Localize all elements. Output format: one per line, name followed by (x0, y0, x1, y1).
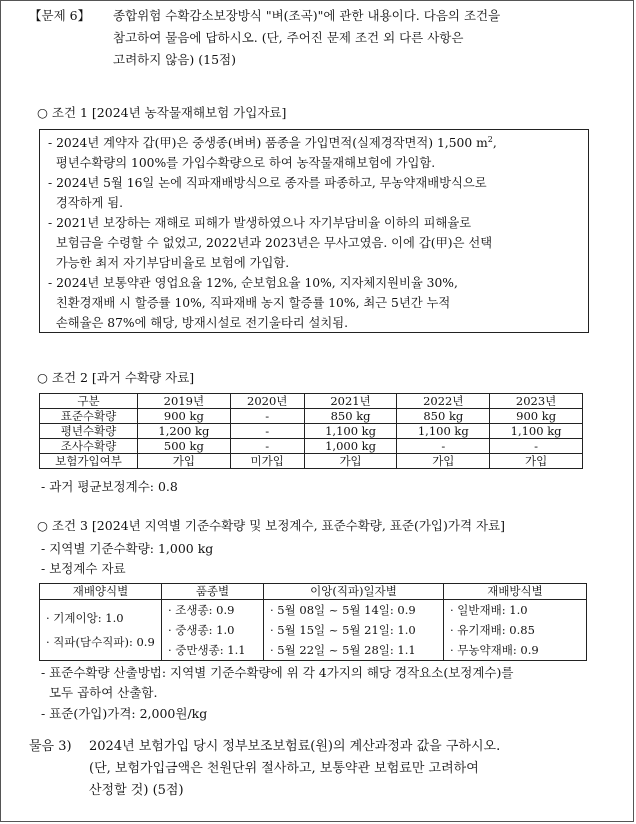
table-row (40, 439, 583, 454)
table-cell: 900 kg (490, 409, 583, 424)
condition-1-line: - 2021년 보장하는 재해로 피해가 발생하였으나 자기부담비율 이하의 피해율로 (48, 216, 472, 230)
correction-factor-table (39, 583, 587, 661)
table-header-cell: 2023년 (490, 394, 583, 409)
table-cell: 가입 (397, 454, 490, 469)
condition-1-line: 손해율은 87%에 해당, 방재시설로 전기울타리 설치됨. (48, 316, 349, 330)
table-cell: 500 kg (138, 439, 231, 454)
table-cell: 평년수확량 (40, 424, 138, 439)
table-cell: 미가입 (230, 454, 304, 469)
table-cell: 표준수확량 (40, 409, 138, 424)
list-item: · 5월 15일 ~ 5월 21일: 1.0 (270, 623, 416, 637)
sub-question-line-2: (단, 보험가입금액은 천원단위 절사하고, 보통약관 보험료만 고려하여 (89, 761, 479, 776)
table-cell: 1,200 kg (138, 424, 231, 439)
table-cell (162, 600, 264, 661)
table-cell (264, 600, 444, 661)
table-header-cell: 2022년 (397, 394, 490, 409)
table-row (40, 409, 583, 424)
condition-1-line: 경작하게 됨. (48, 196, 124, 210)
table-header-cell: 재배방식별 (444, 584, 587, 600)
table-cell: 조사수확량 (40, 439, 138, 454)
table-cell: 1,000 kg (304, 439, 397, 454)
sub-question-line-3: 산정할 것) (5점) (89, 783, 184, 798)
question-line-3: 고려하지 않음) (15점) (113, 52, 237, 67)
sub-question-label: 물음 3) (29, 739, 72, 754)
question-line-1: 종합위험 수확감소보장방식 "벼(조곡)"에 관한 내용이다. 다음의 조건을 (113, 8, 501, 23)
table-header-cell: 2021년 (304, 394, 397, 409)
table-row (40, 424, 583, 439)
sub-question (29, 736, 625, 806)
condition-1-title: ○ 조건 1 [2024년 농작물재해보험 가입자료] (37, 105, 287, 120)
list-item: · 5월 22일 ~ 5월 28일: 1.1 (270, 643, 416, 657)
table-cell: 보험가입여부 (40, 454, 138, 469)
list-item: · 무농약재배: 0.9 (450, 643, 539, 657)
table-cell: 가입 (304, 454, 397, 469)
list-item: · 조생종: 0.9 (168, 603, 235, 617)
list-item: · 중만생종: 1.1 (168, 643, 246, 657)
condition-2-title: ○ 조건 2 [과거 수확량 자료] (37, 370, 195, 385)
list-item: · 중생종: 1.0 (168, 623, 235, 637)
sub-question-line-1: 2024년 보험가입 당시 정부보조보험료(원)의 계산과정과 값을 구하시오. (89, 739, 501, 754)
table-cell (444, 600, 587, 661)
table-header-cell: 구분 (40, 394, 138, 409)
condition-1-line: 보험금을 수령할 수 없었고, 2022년과 2023년은 무사고였음. 이에 갑(甲)은 선택 (48, 236, 493, 250)
question-header (29, 5, 619, 75)
table-header-row (40, 394, 583, 409)
condition-3-title: ○ 조건 3 [2024년 지역별 기준수확량 및 보정계수, 표준수확량, 표준(가입)가격 자료] (37, 518, 506, 533)
table-cell: 1,100 kg (304, 424, 397, 439)
table-cell: - (230, 439, 304, 454)
table-cell: - (230, 409, 304, 424)
table-cell: 가입 (138, 454, 231, 469)
list-item: · 5월 08일 ~ 5월 14일: 0.9 (270, 603, 416, 617)
condition-1-line: - 2024년 계약자 갑(甲)은 중생종(벼벼) 품종을 가입면적(실제경작면적) 1,500 $m^2$, (48, 134, 497, 150)
condition-1-line: 친환경재배 시 할증률 10%, 직파재배 농지 할증률 10%, 최근 5년간 누적 (48, 296, 451, 310)
question-label: 【문제 6】 (29, 8, 91, 23)
list-item: · 일반재배: 1.0 (450, 603, 528, 617)
table-cell: - (490, 439, 583, 454)
table-header-cell: 2019년 (138, 394, 231, 409)
table-header-cell: 재배양식별 (40, 584, 162, 600)
condition-3-line-a: - 지역별 기준수확량: 1,000 kg (41, 541, 214, 556)
condition-1-line: 가능한 최저 자기부담비율로 보험에 가입함. (48, 256, 290, 270)
table-row (40, 600, 587, 661)
table-header-cell: 이앙(직파)일자별 (264, 584, 444, 600)
table-cell: - (397, 439, 490, 454)
table-cell (40, 600, 162, 661)
question-line-2: 참고하여 물음에 답하시오. (단, 주어진 문제 조건 외 다른 사항은 (113, 30, 464, 45)
condition-2-note: - 과거 평균보정계수: 0.8 (41, 479, 178, 494)
table-cell: 1,100 kg (490, 424, 583, 439)
condition-3-line-d: - 표준(가입)가격: 2,000원/kg (41, 706, 208, 721)
table-header-cell: 품종별 (162, 584, 264, 600)
table-cell: - (230, 424, 304, 439)
list-item: · 기계이앙: 1.0 (46, 611, 124, 625)
table-row (40, 454, 583, 469)
condition-3-line-c2: 모두 곱하여 산출함. (41, 685, 158, 700)
table-cell: 900 kg (138, 409, 231, 424)
condition-3-line-b: - 보정계수 자료 (41, 561, 126, 576)
condition-1-box (39, 129, 589, 333)
condition-3-line-c1: - 표준수확량 산출방법: 지역별 기준수확량에 위 각 4가지의 해당 경작요소(보정계수)를 (41, 665, 514, 680)
list-item: · 유기재배: 0.85 (450, 623, 535, 637)
table-header-cell: 2020년 (230, 394, 304, 409)
table-cell: 850 kg (304, 409, 397, 424)
table-cell: 가입 (490, 454, 583, 469)
list-item: · 직파(담수직파): 0.9 (46, 635, 155, 649)
past-yield-table (39, 393, 583, 469)
condition-1-line: - 2024년 5월 16일 논에 직파재배방식으로 종자를 파종하고, 무농약재배방식으로 (48, 176, 487, 190)
condition-1-line: - 2024년 보통약관 영업요율 12%, 순보험요율 10%, 지자체지원비율 30%, (48, 276, 458, 290)
condition-1-line: 평년수확량의 100%를 가입수확량으로 하여 농작물재해보험에 가입함. (48, 156, 436, 170)
table-cell: 1,100 kg (397, 424, 490, 439)
table-cell: 850 kg (397, 409, 490, 424)
table-header-row (40, 584, 587, 600)
